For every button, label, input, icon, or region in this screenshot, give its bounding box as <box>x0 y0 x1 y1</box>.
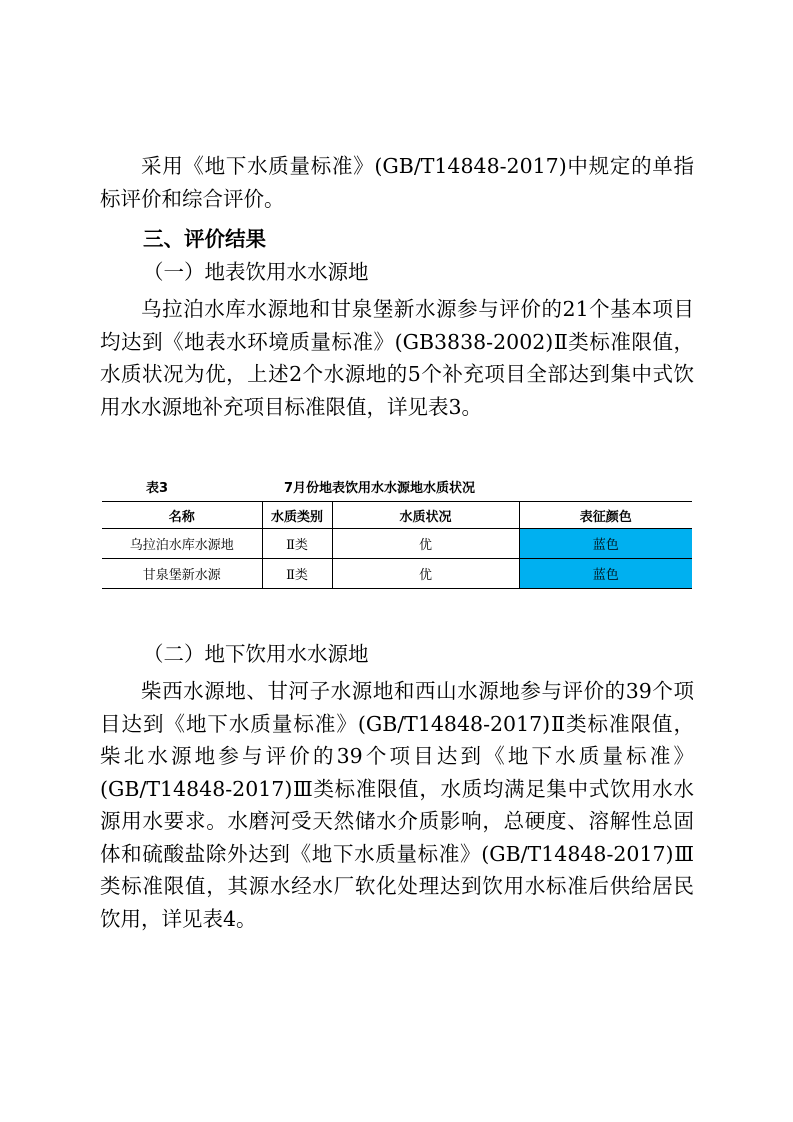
col-header-class: 水质类别 <box>262 502 332 529</box>
water-quality-table <box>102 501 692 589</box>
col-header-name: 名称 <box>102 502 262 529</box>
table-number: 表3 <box>146 481 169 496</box>
cell-name: 乌拉泊水库水源地 <box>102 529 262 559</box>
col-header-color: 表征颜色 <box>519 502 692 529</box>
section-heading-results: 三、评价结果 <box>143 227 266 251</box>
cell-status: 优 <box>332 559 519 589</box>
table-header-row <box>102 502 692 529</box>
table-title: 7月份地表饮用水水源地水质状况 <box>284 481 476 496</box>
table-caption <box>102 474 692 496</box>
table-row <box>102 529 692 559</box>
surface-water-paragraph: 乌拉泊水库水源地和甘泉堡新水源参与评价的21个基本项目均达到《地表水环境质量标准》(GB3838-2002)Ⅱ类标准限值，水质状况为优，上述2个水源地的5个补充项目全部达到集中式饮用水水源地补充项目标准限值，详见表3。 <box>100 297 694 419</box>
cell-name: 甘泉堡新水源 <box>102 559 262 589</box>
evaluation-method-paragraph: 采用《地下水质量标准》(GB/T14848-2017)中规定的单指标评价和综合评价。 <box>100 154 694 211</box>
subsection-heading-groundwater: （二）地下饮用水水源地 <box>143 642 369 666</box>
cell-status: 优 <box>332 529 519 559</box>
table-row <box>102 559 692 589</box>
subsection-heading-surface: （一）地表饮用水水源地 <box>143 260 369 284</box>
cell-class: Ⅱ类 <box>262 529 332 559</box>
cell-class: Ⅱ类 <box>262 559 332 589</box>
col-header-status: 水质状况 <box>332 502 519 529</box>
groundwater-paragraph: 柴西水源地、甘河子水源地和西山水源地参与评价的39个项目达到《地下水质量标准》(GB/T14848-2017)Ⅱ类标准限值，柴北水源地参与评价的39个项目达到《地下水质量标准》(GB/T14848-2017)Ⅲ类标准限值，水质均满足集中式饮用水水源用水要求。水磨河受天然储水介质影响，总硬度、溶解性总固体和硫酸盐除外达到《地下水质量标准》(GB/T14848-2017)Ⅲ类标准限值，其源水经水厂软化处理达到饮用水标准后供给居民饮用，详见表4。 <box>100 679 694 931</box>
cell-color-swatch: 蓝色 <box>519 559 692 589</box>
cell-color-swatch: 蓝色 <box>519 529 692 559</box>
